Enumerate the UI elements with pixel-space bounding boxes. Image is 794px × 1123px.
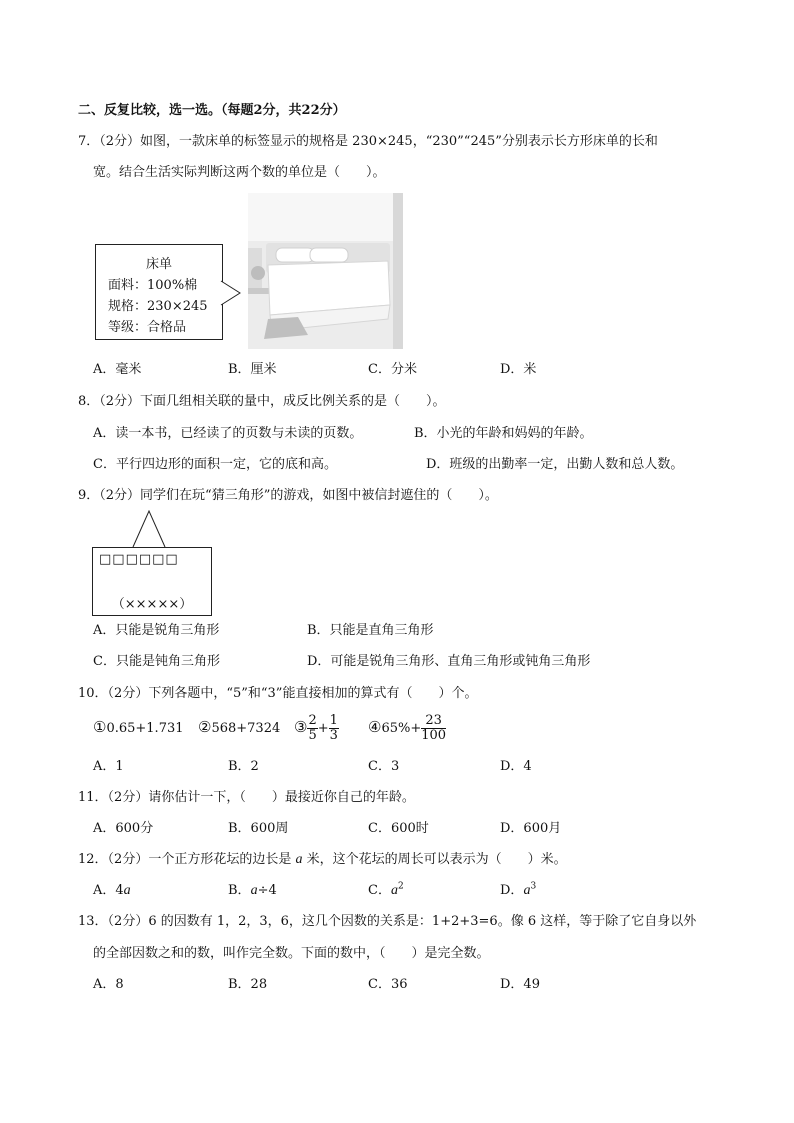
variable-a: a [390,883,398,898]
expr-4-mark: ④ [368,718,382,736]
q9-stem: 9．（2分）同学们在玩“猜三角形”的游戏，如图中被信封遮住的（ ）。 [78,488,498,503]
fraction-denominator: 100 [421,728,447,743]
expr-3-mark: ③ [294,718,308,736]
fraction-1-3 [329,714,339,743]
expr-4-text: 65%+ [381,721,422,736]
q7-option-b[interactable]: B．厘米 [228,362,277,377]
q8-option-b[interactable]: B．小光的年龄和妈妈的年龄。 [414,426,593,441]
q13-option-d[interactable]: D．49 [500,977,540,992]
q9-option-d[interactable]: D．可能是锐角三角形、直角三角形或钝角三角形 [307,654,591,669]
q8-option-d[interactable]: D．班级的出勤率一定，出勤人数和总人数。 [426,457,684,472]
q7-stem-line2: 宽。结合生活实际判断这两个数的单位是（ ）。 [93,165,386,180]
q11-stem: 11．（2分）请你估计一下，（ ）最接近你自己的年龄。 [78,790,415,805]
q12-option-c[interactable] [368,883,404,899]
expr-1-mark: ① [93,718,107,736]
variable-a: a [123,883,131,898]
bed-photo [248,193,403,349]
q10-expr-4 [368,710,446,746]
q13-option-c[interactable]: C．36 [368,977,408,992]
label-row-grade: 等级：合格品 [108,320,187,335]
envelope-text-bottom: （×××××） [111,597,193,612]
fraction-2-5 [307,714,317,743]
q10-expr-2 [198,719,280,737]
q7-option-c[interactable]: C．分米 [368,362,417,377]
plus-sign: + [317,721,329,736]
option-suffix: ÷4 [257,883,277,898]
exponent: 3 [530,881,537,892]
q10-option-a[interactable]: A．1 [93,759,124,774]
q12-option-a[interactable] [93,883,131,899]
label-row-spec: 规格：230×245 [108,299,208,314]
exponent: 2 [397,881,404,892]
q10-option-b[interactable]: B．2 [228,759,259,774]
q13-option-b[interactable]: B．28 [228,977,268,992]
q10-stem: 10．（2分）下列各题中，“5”和“3”能直接相加的算式有（ ）个。 [78,686,478,701]
label-row-fabric: 面料：100%棉 [108,278,198,293]
q12-option-d[interactable] [500,883,536,899]
fraction-numerator: 23 [421,714,446,729]
q9-option-c[interactable]: C．只能是钝角三角形 [93,654,220,669]
q8-option-c[interactable]: C．平行四边形的面积一定，它的底和高。 [93,457,337,472]
q13-stem-line2: 的全部因数之和的数，叫作完全数。下面的数中，（ ）是完全数。 [93,946,490,961]
expr-2-mark: ② [198,718,212,736]
q7-option-d[interactable]: D．米 [500,362,537,377]
triangle-tip-figure [132,510,166,548]
fraction-denominator: 5 [308,728,317,743]
q11-option-a[interactable]: A．600分 [93,821,154,836]
q12-stem-part2: 米，这个花坛的周长可以表示为（ ）米。 [302,852,567,867]
bedsheet-label [95,244,223,340]
envelope-text-top: □□□□□□ [99,552,179,567]
fraction-23-100 [421,714,446,743]
q7-stem-line1: 7．（2分）如图，一款床单的标签显示的规格是 230×245，“230”“245”分别表示长方形床单的长和 [78,134,658,149]
option-prefix: A．4 [93,883,124,898]
q13-option-a[interactable]: A．8 [93,977,124,992]
q11-option-c[interactable]: C．600时 [368,821,429,836]
label-title: 床单 [145,257,172,272]
option-prefix: C． [368,883,391,898]
fraction-numerator: 1 [329,713,338,728]
section-heading: 二、反复比较，选一选。（每题2分，共22分） [78,103,346,118]
q12-option-b[interactable] [228,883,277,899]
q10-option-c[interactable]: C．3 [368,759,400,774]
callout-pointer [220,280,242,306]
q13-stem-line1: 13．（2分）6 的因数有 1，2，3，6，这几个因数的关系是：1+2+3=6。像 6 这样，等于除了它自身以外 [78,914,697,929]
q9-option-a[interactable]: A．只能是锐角三角形 [93,623,220,638]
q10-option-d[interactable]: D．4 [500,759,532,774]
q11-option-d[interactable]: D．600月 [500,821,562,836]
variable-a: a [523,883,531,898]
option-prefix: B． [228,883,251,898]
q12-stem-part1: 12．（2分）一个正方形花坛的边长是 [78,852,296,867]
expr-2-text: 568+7324 [211,721,281,736]
envelope [92,547,212,616]
q10-expr-1 [93,719,184,737]
fraction-denominator: 3 [329,728,338,743]
q12-stem [78,852,567,868]
q8-option-a[interactable]: A．读一本书，已经读了的页数与未读的页数。 [93,426,363,441]
variable-a: a [295,852,303,867]
q9-option-b[interactable]: B．只能是直角三角形 [307,623,434,638]
q11-option-b[interactable]: B．600周 [228,821,289,836]
fraction-numerator: 2 [308,713,317,728]
q7-option-a[interactable]: A．毫米 [93,362,142,377]
q8-stem: 8．（2分）下面几组相关联的量中，成反比例关系的是（ ）。 [78,394,446,409]
option-prefix: D． [500,883,524,898]
expr-1-text: 0.65+1.731 [106,721,184,736]
variable-a: a [250,883,258,898]
q10-expr-3 [294,710,339,746]
